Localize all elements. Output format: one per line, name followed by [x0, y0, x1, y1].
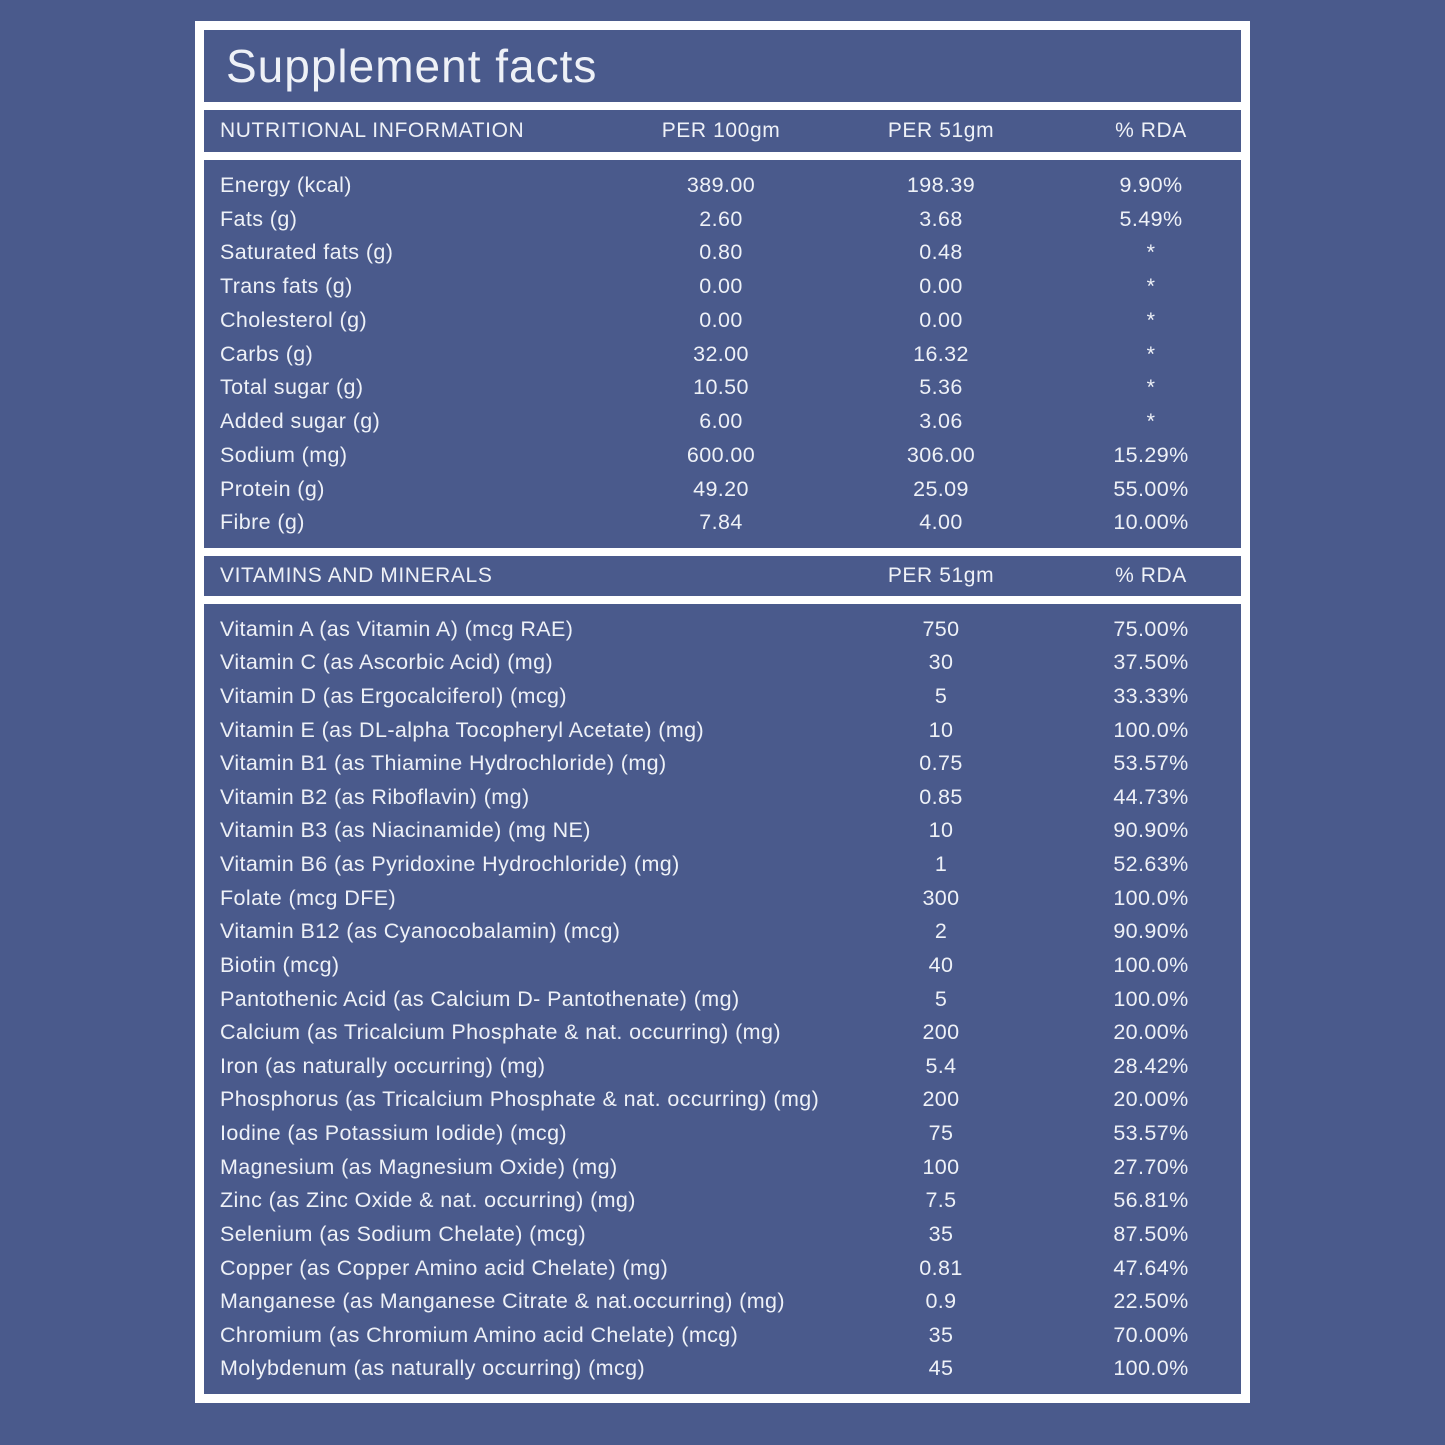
row-value-per-100gm: 10.50: [693, 375, 749, 400]
row-value-per-51gm: 200: [922, 1020, 960, 1045]
row-value-per-51gm: 1: [934, 852, 948, 876]
table-row: [204, 1256, 1241, 1281]
row-value-per-51gm: 0.75: [919, 751, 963, 776]
row-value-per-51gm: 45: [928, 1356, 954, 1381]
vitamins-header-per-51gm: PER 51gm: [887, 564, 995, 587]
table-row: [204, 818, 1241, 843]
row-label: Total sugar (g): [220, 375, 364, 400]
vitamins-header-row: [204, 556, 1241, 596]
row-value-rda: 20.00%: [1113, 1020, 1189, 1045]
row-label: Zinc (as Zinc Oxide & nat. occurring) (mg): [220, 1188, 636, 1213]
row-value-rda: 100.0%: [1113, 885, 1189, 910]
row-label: Carbs (g): [220, 341, 314, 366]
row-value-per-100gm: 0.00: [699, 274, 743, 298]
row-value-rda: 100.0%: [1113, 986, 1189, 1011]
row-label: Protein (g): [220, 476, 325, 501]
table-row: [204, 650, 1241, 675]
row-label: Iodine (as Potassium Iodide) (mcg): [220, 1121, 567, 1145]
row-label: Cholesterol (g): [220, 307, 367, 332]
row-value-rda: 9.90%: [1119, 172, 1183, 197]
row-value-per-51gm: 30: [928, 650, 954, 675]
row-value-per-100gm: 0.80: [699, 240, 743, 265]
row-value-per-51gm: 0.85: [919, 784, 963, 809]
row-value-rda: 33.33%: [1113, 683, 1189, 708]
table-row: [204, 1356, 1241, 1381]
row-value-per-51gm: 35: [928, 1221, 954, 1246]
row-value-per-51gm: 7.5: [925, 1188, 957, 1213]
table-row: [204, 919, 1241, 944]
row-label: Vitamin B2 (as Riboflavin) (mg): [220, 784, 530, 809]
row-value-per-51gm: 2: [934, 919, 948, 944]
nutrition-table: [204, 160, 1241, 548]
row-value-rda: 75.00%: [1113, 616, 1189, 641]
table-row: [204, 1020, 1241, 1045]
row-value-per-51gm: 75: [928, 1121, 954, 1145]
row-value-per-51gm: 198.39: [906, 172, 976, 197]
row-label: Folate (mcg DFE): [220, 885, 397, 910]
table-row: [204, 953, 1241, 978]
row-value-per-51gm: 35: [928, 1322, 954, 1347]
row-label: Phosphorus (as Tricalcium Phosphate & nat. occurring) (mg): [220, 1087, 820, 1112]
row-value-rda: 20.00%: [1113, 1087, 1189, 1112]
row-value-per-51gm: 25.09: [913, 476, 969, 501]
row-label: Selenium (as Sodium Chelate) (mcg): [220, 1221, 587, 1246]
table-row: [204, 207, 1241, 232]
nutrition-header-label: NUTRITIONAL INFORMATION: [220, 119, 525, 142]
row-value-per-100gm: 6.00: [699, 409, 743, 433]
table-row: [204, 308, 1241, 333]
row-label: Vitamin B6 (as Pyridoxine Hydrochloride) (mg): [220, 852, 680, 876]
row-value-rda: 100.0%: [1113, 1356, 1189, 1381]
vitamins-header-label: VITAMINS AND MINERALS: [220, 564, 493, 587]
table-row: [204, 240, 1241, 265]
page-title: Supplement facts: [226, 40, 598, 92]
row-value-per-51gm: 4.00: [919, 510, 963, 535]
row-value-per-51gm: 5: [934, 683, 948, 708]
row-value-per-51gm: 0.00: [919, 274, 963, 298]
row-value-per-51gm: 0.9: [925, 1289, 957, 1314]
nutrition-header-per-100gm: PER 100gm: [661, 119, 781, 142]
nutrition-header-rda: % RDA: [1115, 119, 1187, 142]
row-value-rda: 90.90%: [1113, 919, 1189, 944]
row-label: Chromium (as Chromium Amino acid Chelate) (mcg): [220, 1322, 739, 1347]
row-value-rda: 28.42%: [1113, 1053, 1189, 1078]
row-value-per-100gm: 32.00: [693, 341, 749, 366]
table-row: [204, 375, 1241, 400]
row-value-rda: *: [1146, 375, 1156, 400]
row-label: Magnesium (as Magnesium Oxide) (mg): [220, 1154, 618, 1179]
table-row: [204, 617, 1241, 642]
row-label: Vitamin C (as Ascorbic Acid) (mg): [220, 650, 554, 675]
table-row: [204, 718, 1241, 743]
row-value-rda: 47.64%: [1113, 1255, 1189, 1280]
row-value-per-51gm: 300: [922, 885, 960, 910]
row-value-rda: 53.57%: [1113, 751, 1189, 776]
nutrition-header-row: [204, 110, 1241, 152]
table-row: [204, 852, 1241, 877]
row-value-per-51gm: 10: [928, 818, 954, 843]
table-row: [204, 1054, 1241, 1079]
table-row: [204, 886, 1241, 911]
row-value-rda: *: [1146, 307, 1156, 332]
row-value-per-51gm: 5: [934, 986, 948, 1011]
row-label: Manganese (as Manganese Citrate & nat.occurring) (mg): [220, 1289, 785, 1314]
row-value-per-51gm: 5.4: [925, 1053, 957, 1078]
row-value-rda: *: [1146, 274, 1156, 298]
row-value-per-51gm: 3.68: [919, 206, 963, 231]
vitamins-table: [204, 604, 1241, 1394]
row-value-rda: 52.63%: [1113, 852, 1189, 876]
row-value-per-51gm: 0.00: [919, 307, 963, 332]
row-value-rda: 22.50%: [1113, 1289, 1189, 1314]
row-label: Copper (as Copper Amino acid Chelate) (mg): [220, 1255, 669, 1280]
row-label: Vitamin B12 (as Cyanocobalamin) (mcg): [220, 919, 621, 944]
row-label: Energy (kcal): [220, 172, 352, 197]
row-value-per-51gm: 0.48: [919, 240, 963, 265]
row-value-rda: 56.81%: [1113, 1188, 1189, 1213]
row-label: Trans fats (g): [220, 274, 353, 298]
vitamins-header-rda: % RDA: [1115, 564, 1187, 587]
row-value-rda: 70.00%: [1113, 1322, 1189, 1347]
row-value-rda: 100.0%: [1113, 717, 1189, 742]
row-value-per-51gm: 10: [928, 717, 954, 742]
row-value-per-51gm: 306.00: [906, 442, 976, 467]
row-value-per-100gm: 7.84: [699, 510, 743, 535]
row-value-per-51gm: 750: [922, 616, 960, 641]
row-value-per-100gm: 49.20: [693, 476, 749, 501]
row-value-per-51gm: 200: [922, 1087, 960, 1112]
table-row: [204, 1323, 1241, 1348]
row-value-rda: *: [1146, 409, 1156, 433]
table-row: [204, 1289, 1241, 1314]
row-value-rda: 55.00%: [1113, 476, 1189, 501]
table-row: [204, 684, 1241, 709]
table-row: [204, 1087, 1241, 1112]
row-value-per-100gm: 0.00: [699, 307, 743, 332]
row-value-per-51gm: 16.32: [913, 341, 969, 366]
table-row: [204, 987, 1241, 1012]
row-value-rda: 87.50%: [1113, 1221, 1189, 1246]
table-row: [204, 477, 1241, 502]
row-value-rda: 53.57%: [1113, 1121, 1189, 1145]
table-row: [204, 1155, 1241, 1180]
row-label: Sodium (mg): [220, 442, 348, 467]
row-label: Calcium (as Tricalcium Phosphate & nat. occurring) (mg): [220, 1020, 781, 1045]
row-label: Pantothenic Acid (as Calcium D- Pantothenate) (mg): [220, 986, 740, 1011]
row-label: Vitamin D (as Ergocalciferol) (mcg): [220, 683, 567, 708]
table-row: [204, 274, 1241, 299]
supplement-facts-panel: [195, 21, 1250, 1403]
row-label: Iron (as naturally occurring) (mg): [220, 1053, 546, 1078]
row-value-per-51gm: 100: [922, 1154, 960, 1179]
row-value-rda: *: [1146, 240, 1156, 265]
row-value-rda: *: [1146, 341, 1156, 366]
table-row: [204, 785, 1241, 810]
row-label: Biotin (mcg): [220, 952, 340, 977]
table-row: [204, 342, 1241, 367]
row-label: Fibre (g): [220, 510, 305, 535]
row-value-rda: 90.90%: [1113, 818, 1189, 843]
row-label: Added sugar (g): [220, 409, 381, 433]
row-value-per-51gm: 5.36: [919, 375, 963, 400]
table-row: [204, 409, 1241, 434]
row-label: Vitamin B1 (as Thiamine Hydrochloride) (mg): [220, 751, 667, 776]
row-label: Saturated fats (g): [220, 240, 394, 265]
table-row: [204, 1121, 1241, 1146]
row-value-per-51gm: 40: [928, 952, 954, 977]
table-row: [204, 1222, 1241, 1247]
row-value-per-51gm: 3.06: [919, 409, 963, 433]
nutrition-header-per-51gm: PER 51gm: [887, 119, 995, 142]
table-row: [204, 751, 1241, 776]
row-value-rda: 10.00%: [1113, 510, 1189, 535]
row-value-rda: 5.49%: [1119, 206, 1183, 231]
row-label: Vitamin B3 (as Niacinamide) (mg NE): [220, 818, 591, 843]
row-value-per-51gm: 0.81: [919, 1255, 963, 1280]
row-value-rda: 27.70%: [1113, 1154, 1189, 1179]
row-value-per-100gm: 600.00: [686, 442, 756, 467]
row-label: Vitamin A (as Vitamin A) (mcg RAE): [220, 616, 574, 641]
row-value-rda: 100.0%: [1113, 952, 1189, 977]
row-label: Molybdenum (as naturally occurring) (mcg): [220, 1356, 646, 1381]
row-label: Fats (g): [220, 206, 298, 231]
row-value-rda: 37.50%: [1113, 650, 1189, 675]
table-row: [204, 510, 1241, 535]
row-label: Vitamin E (as DL-alpha Tocopheryl Acetate) (mg): [220, 717, 705, 742]
title-bar: [204, 30, 1241, 102]
row-value-rda: 44.73%: [1113, 784, 1189, 809]
table-row: [204, 443, 1241, 468]
table-row: [204, 173, 1241, 198]
row-value-rda: 15.29%: [1113, 442, 1189, 467]
row-value-per-100gm: 389.00: [686, 172, 756, 197]
table-row: [204, 1188, 1241, 1213]
row-value-per-100gm: 2.60: [699, 206, 743, 231]
